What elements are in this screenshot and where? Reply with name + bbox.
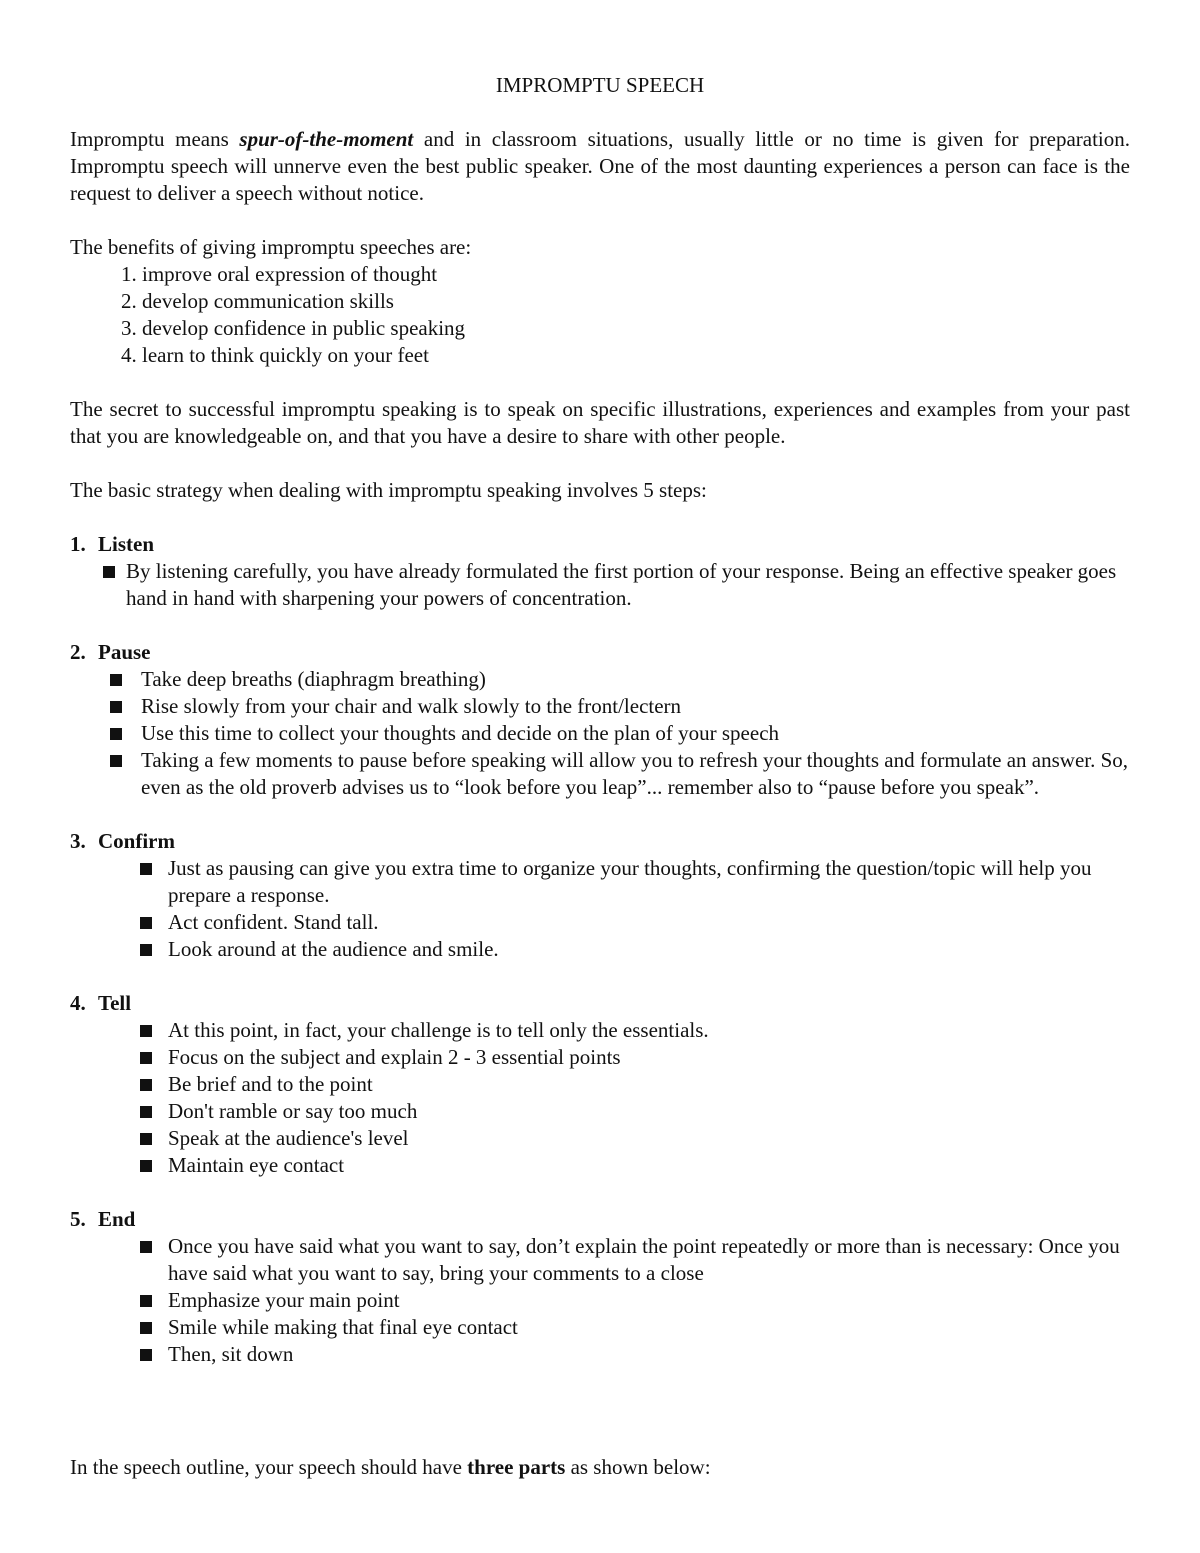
step-heading xyxy=(70,531,1130,558)
bullet-text: Focus on the subject and explain 2 - 3 essential points xyxy=(168,1045,621,1069)
closing-text-before: In the speech outline, your speech should have xyxy=(70,1455,468,1479)
closing-bold: three parts xyxy=(467,1455,566,1479)
square-bullet-icon xyxy=(140,1349,152,1361)
step-title: Tell xyxy=(98,991,132,1015)
square-bullet-icon xyxy=(140,917,152,929)
square-bullet-icon xyxy=(110,674,122,686)
square-bullet-icon xyxy=(140,1295,152,1307)
intro-emphasis: spur-of-the-moment xyxy=(239,127,414,151)
bullet-item xyxy=(70,1098,1130,1125)
bullet-item xyxy=(70,1071,1130,1098)
bullet-item xyxy=(70,1314,1130,1341)
square-bullet-icon xyxy=(140,1025,152,1037)
page-title: IMPROMPTU SPEECH xyxy=(495,73,705,97)
secret-paragraph: The secret to successful impromptu speaking is to speak on specific illustrations, experiences and examples from your past that you are knowledgeable on, and that you have a desire to share with other people. xyxy=(70,397,1130,448)
step-heading xyxy=(70,639,1130,666)
bullet-text: Take deep breaths (diaphragm breathing) xyxy=(141,667,486,691)
step-number: 1. xyxy=(70,532,86,556)
bullet-text: Speak at the audience's level xyxy=(168,1126,409,1150)
bullet-item xyxy=(70,1233,1130,1287)
square-bullet-icon xyxy=(140,1160,152,1172)
bullet-text: Just as pausing can give you extra time to organize your thoughts, confirming the question/topic will help you prepare a response. xyxy=(168,856,1092,907)
bullet-text: Don't ramble or say too much xyxy=(168,1099,418,1123)
square-bullet-icon xyxy=(140,944,152,956)
benefit-item: 1. improve oral expression of thought xyxy=(142,261,1130,288)
bullet-text: Once you have said what you want to say, don’t explain the point repeatedly or more than is necessary: Once you have said what you want to say, bring your comments to a close xyxy=(168,1234,1120,1285)
step-title: Pause xyxy=(98,640,151,664)
square-bullet-icon xyxy=(140,1133,152,1145)
bullet-item xyxy=(70,747,1130,801)
closing-text-after: as shown below: xyxy=(565,1455,711,1479)
bullet-text: Look around at the audience and smile. xyxy=(168,937,499,961)
step-bullets xyxy=(70,666,1130,801)
square-bullet-icon xyxy=(140,863,152,875)
square-bullet-icon xyxy=(110,755,122,767)
step-bullets xyxy=(70,855,1130,963)
bullet-item xyxy=(70,1152,1130,1179)
square-bullet-icon xyxy=(140,1241,152,1253)
step-title: Listen xyxy=(98,532,155,556)
bullet-item xyxy=(70,1044,1130,1071)
step-number: 3. xyxy=(70,829,86,853)
step-title: End xyxy=(98,1207,136,1231)
bullet-text: Use this time to collect your thoughts and decide on the plan of your speech xyxy=(141,721,780,745)
bullet-item xyxy=(70,1341,1130,1368)
bullet-text: Emphasize your main point xyxy=(168,1288,400,1312)
bullet-item xyxy=(70,666,1130,693)
square-bullet-icon xyxy=(140,1052,152,1064)
square-bullet-icon xyxy=(110,728,122,740)
intro-text-after: and in classroom situations, usually little or no time is given for preparation. Impromptu speech will unnerve even the best public speaker. One of the most daunting experiences a person can face is the request to deliver a speech without notice. xyxy=(70,127,1131,205)
bullet-item xyxy=(70,558,1130,612)
strategy-intro: The basic strategy when dealing with impromptu speaking involves 5 steps: xyxy=(70,478,707,502)
step-confirm xyxy=(70,828,1130,963)
bullet-text: Maintain eye contact xyxy=(168,1153,345,1177)
square-bullet-icon xyxy=(103,566,115,578)
bullet-item xyxy=(70,720,1130,747)
step-bullets xyxy=(70,558,1130,612)
square-bullet-icon xyxy=(140,1322,152,1334)
bullet-item xyxy=(70,909,1130,936)
step-end xyxy=(70,1206,1130,1368)
benefit-item: 4. learn to think quickly on your feet xyxy=(142,342,1130,369)
step-title: Confirm xyxy=(98,829,175,853)
step-heading xyxy=(70,1206,1130,1233)
bullet-text: Then, sit down xyxy=(168,1342,294,1366)
bullet-text: Smile while making that final eye contact xyxy=(168,1315,518,1339)
step-bullets xyxy=(70,1233,1130,1368)
bullet-item xyxy=(70,693,1130,720)
bullet-item xyxy=(70,1017,1130,1044)
bullet-text: Be brief and to the point xyxy=(168,1072,373,1096)
bullet-item xyxy=(70,936,1130,963)
bullet-item xyxy=(70,1287,1130,1314)
document-page xyxy=(70,72,1130,1395)
square-bullet-icon xyxy=(140,1079,152,1091)
bullet-item xyxy=(70,855,1130,909)
step-heading xyxy=(70,828,1130,855)
square-bullet-icon xyxy=(110,701,122,713)
step-bullets xyxy=(70,1017,1130,1179)
bullet-text: At this point, in fact, your challenge is to tell only the essentials. xyxy=(168,1018,709,1042)
benefit-item: 2. develop communication skills xyxy=(142,288,1130,315)
intro-text-before: Impromptu means xyxy=(70,127,240,151)
step-listen xyxy=(70,531,1130,612)
bullet-text: Act confident. Stand tall. xyxy=(168,910,379,934)
square-bullet-icon xyxy=(140,1106,152,1118)
benefits-heading: The benefits of giving impromptu speeches are: xyxy=(70,235,472,259)
step-tell xyxy=(70,990,1130,1179)
bullet-text: Rise slowly from your chair and walk slowly to the front/lectern xyxy=(141,694,682,718)
benefit-item: 3. develop confidence in public speaking xyxy=(142,315,1130,342)
bullet-text: By listening carefully, you have already formulated the first portion of your response. Being an effective speaker goes hand in hand with sharpening your powers of concentration. xyxy=(126,559,1117,610)
bullet-text: Taking a few moments to pause before speaking will allow you to refresh your thoughts and formulate an answer. So, even as the old proverb advises us to “look before you leap”... remember also to “pause before you speak”. xyxy=(141,748,1129,799)
step-number: 5. xyxy=(70,1207,86,1231)
step-pause xyxy=(70,639,1130,801)
bullet-item xyxy=(70,1125,1130,1152)
benefits-list xyxy=(70,261,1130,369)
step-number: 4. xyxy=(70,991,86,1015)
intro-paragraph xyxy=(70,126,1130,207)
step-number: 2. xyxy=(70,640,86,664)
step-heading xyxy=(70,990,1130,1017)
closing-paragraph xyxy=(70,1454,711,1481)
